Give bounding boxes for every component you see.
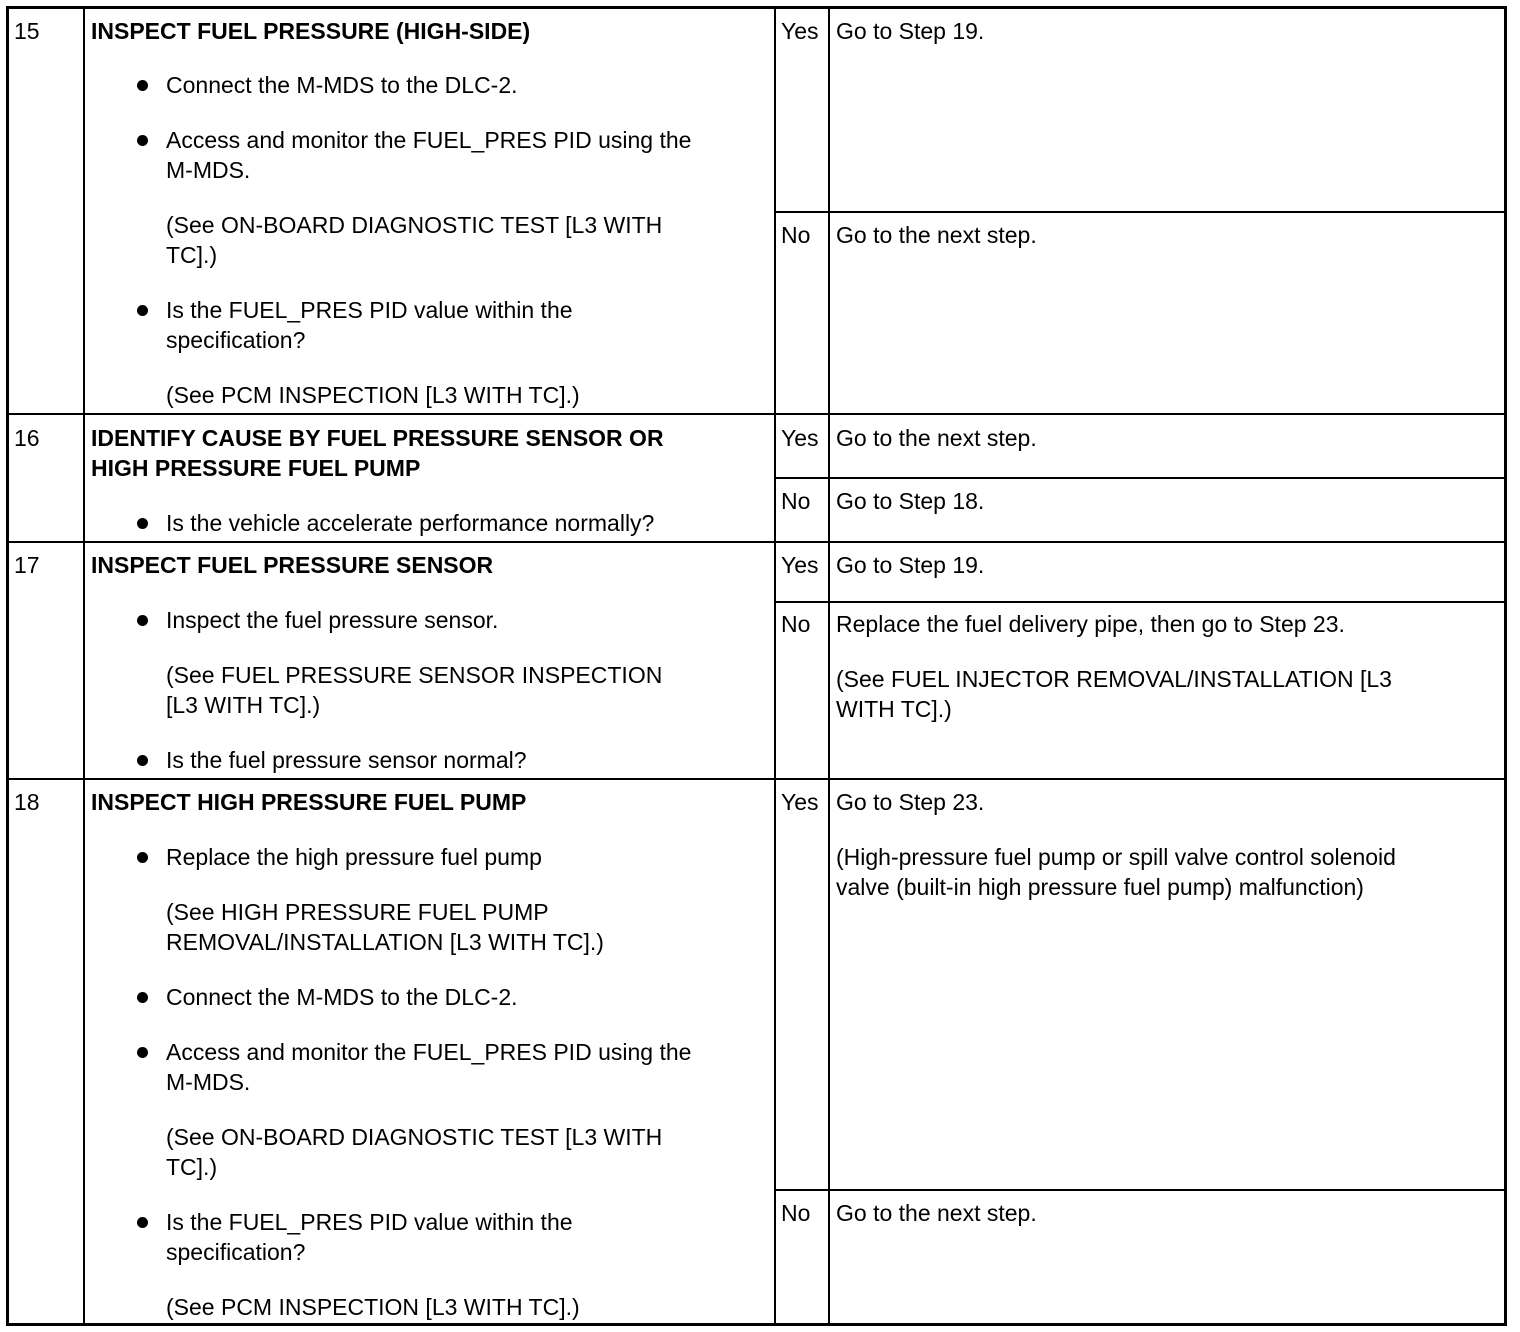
bullet-icon bbox=[137, 518, 148, 529]
step-reference: (See PCM INSPECTION [L3 WITH TC].) bbox=[166, 1294, 580, 1320]
action-yes-note: (High-pressure fuel pump or spill valve control solenoid valve (built-in high pressure fuel pump) malfunction) bbox=[836, 844, 1396, 900]
step-title: INSPECT FUEL PRESSURE (HIGH-SIDE) bbox=[91, 18, 531, 44]
action-no: Go to the next step. bbox=[836, 1200, 1037, 1226]
action-yes: Go to Step 23. bbox=[836, 789, 985, 815]
step-title: INSPECT FUEL PRESSURE SENSOR bbox=[91, 552, 494, 578]
bullet-icon bbox=[137, 615, 148, 626]
step-question: Is the fuel pressure sensor normal? bbox=[166, 747, 527, 773]
yes-no-divider bbox=[775, 601, 1504, 603]
answer-no: No bbox=[781, 222, 811, 248]
step-question: Is the vehicle accelerate performance normally? bbox=[166, 510, 655, 536]
step-reference: (See HIGH PRESSURE FUEL PUMP REMOVAL/INSTALLATION [L3 WITH TC].) bbox=[166, 899, 604, 955]
bullet-icon bbox=[137, 1047, 148, 1058]
answer-yes: Yes bbox=[781, 18, 819, 44]
step-instruction: Access and monitor the FUEL_PRES PID using the M-MDS. bbox=[166, 127, 692, 183]
step-reference: (See ON-BOARD DIAGNOSTIC TEST [L3 WITH TC].) bbox=[166, 212, 663, 268]
action-no: Go to the next step. bbox=[836, 222, 1037, 248]
row-divider bbox=[9, 778, 1504, 780]
step-reference: (See FUEL PRESSURE SENSOR INSPECTION [L3 WITH TC].) bbox=[166, 662, 663, 718]
step-question: Is the FUEL_PRES PID value within the specification? bbox=[166, 297, 573, 353]
step-question: Is the FUEL_PRES PID value within the specification? bbox=[166, 1209, 573, 1265]
row-divider bbox=[9, 413, 1504, 415]
action-yes: Go to the next step. bbox=[836, 425, 1037, 451]
step-number: 18 bbox=[14, 789, 40, 815]
step-instruction: Access and monitor the FUEL_PRES PID using the M-MDS. bbox=[166, 1039, 692, 1095]
bullet-icon bbox=[137, 135, 148, 146]
column-divider bbox=[774, 9, 776, 1323]
step-instruction: Inspect the fuel pressure sensor. bbox=[166, 607, 499, 633]
answer-no: No bbox=[781, 488, 811, 514]
bullet-icon bbox=[137, 80, 148, 91]
answer-no: No bbox=[781, 1200, 811, 1226]
answer-no: No bbox=[781, 611, 811, 637]
bullet-icon bbox=[137, 1217, 148, 1228]
step-reference: (See ON-BOARD DIAGNOSTIC TEST [L3 WITH TC].) bbox=[166, 1124, 663, 1180]
column-divider bbox=[83, 9, 85, 1323]
yes-no-divider bbox=[775, 1189, 1504, 1191]
yes-no-divider bbox=[775, 211, 1504, 213]
bullet-icon bbox=[137, 755, 148, 766]
step-instruction: Connect the M-MDS to the DLC-2. bbox=[166, 984, 518, 1010]
answer-yes: Yes bbox=[781, 552, 819, 578]
step-instruction: Replace the high pressure fuel pump bbox=[166, 844, 542, 870]
bullet-icon bbox=[137, 305, 148, 316]
bullet-icon bbox=[137, 852, 148, 863]
step-number: 17 bbox=[14, 552, 40, 578]
step-number: 16 bbox=[14, 425, 40, 451]
step-number: 15 bbox=[14, 18, 40, 44]
step-title: INSPECT HIGH PRESSURE FUEL PUMP bbox=[91, 789, 527, 815]
action-no-reference: (See FUEL INJECTOR REMOVAL/INSTALLATION [L3 WITH TC].) bbox=[836, 666, 1392, 722]
answer-yes: Yes bbox=[781, 789, 819, 815]
action-yes: Go to Step 19. bbox=[836, 552, 985, 578]
diagnostic-table bbox=[6, 6, 1507, 1326]
action-no: Replace the fuel delivery pipe, then go to Step 23. bbox=[836, 611, 1345, 637]
answer-yes: Yes bbox=[781, 425, 819, 451]
step-reference: (See PCM INSPECTION [L3 WITH TC].) bbox=[166, 382, 580, 408]
action-no: Go to Step 18. bbox=[836, 488, 985, 514]
row-divider bbox=[9, 541, 1504, 543]
action-yes: Go to Step 19. bbox=[836, 18, 985, 44]
bullet-icon bbox=[137, 992, 148, 1003]
step-title: IDENTIFY CAUSE BY FUEL PRESSURE SENSOR OR HIGH PRESSURE FUEL PUMP bbox=[91, 425, 664, 481]
step-instruction: Connect the M-MDS to the DLC-2. bbox=[166, 72, 518, 98]
column-divider bbox=[828, 9, 830, 1323]
yes-no-divider bbox=[775, 477, 1504, 479]
